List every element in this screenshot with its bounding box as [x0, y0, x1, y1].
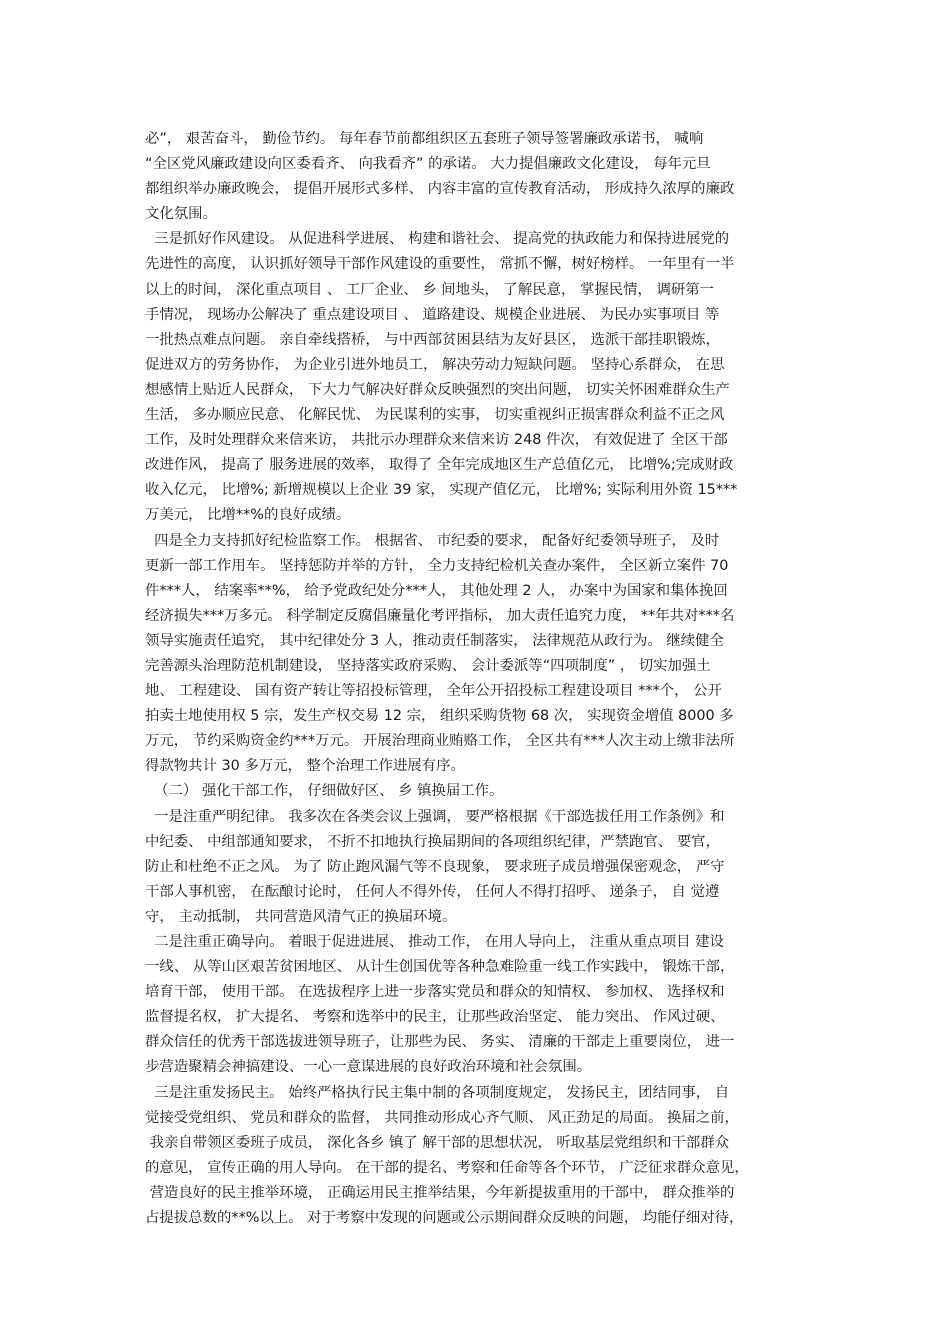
- paragraph-style-building: [145, 227, 845, 528]
- paragraph-discipline-inspection: [145, 529, 845, 780]
- text-line: 监督提名权， 扩大提名、 考察和选举中的民主，让那些政治坚定、 能力突出、 作风过硬、: [145, 1009, 725, 1026]
- paragraph-democracy: [145, 1081, 845, 1232]
- document-body: [145, 127, 845, 1231]
- paragraph-correct-orientation: [145, 930, 845, 1081]
- text-line: “全区党风廉政建设向区委看齐、 向我看齐” 的承诺。 大力提倡廉政文化建设， 每年元旦: [145, 156, 711, 173]
- paragraph-section-heading: [145, 779, 845, 804]
- text-line: 干部人事机密， 在酝酿讨论时， 任何人不得外传， 任何人不得打招呼、 递条子， 自 觉遵: [145, 883, 720, 900]
- text-line: 收入亿元， 比增%; 新增规模以上企业 39 家， 实现产值亿元， 比增%; 实际利用外资 15***: [145, 482, 738, 499]
- text-line: 一线、 从等山区艰苦贫困地区、 从计生创国优等各种急难险重一线工作实践中， 锻炼干部，: [145, 959, 735, 976]
- text-line: 一是注重严明纪律。 我多次在各类会议上强调， 要严格根据《干部选拔任用工作条例》和: [145, 808, 725, 825]
- text-line: 三是注重发扬民主。 始终严格执行民主集中制的各项制度规定， 发扬民主，团结同事， 自: [145, 1084, 730, 1101]
- text-line: 步营造聚精会神搞建设、一心一意谋进展的良好政治环境和社会氛围。: [145, 1059, 592, 1076]
- text-line: 想感情上贴近人民群众， 下大力气解决好群众反映强烈的突出问题， 切实关怀困难群众生产: [145, 381, 730, 398]
- paragraph-strict-discipline: [145, 805, 845, 930]
- text-line: 都组织举办廉政晚会， 提倡开展形式多样、 内容丰富的宣传教育活动， 形成持久浓厚的廉政: [145, 181, 735, 198]
- text-line: 改进作风， 提高了 服务进展的效率， 取得了 全年完成地区生产总值亿元， 比增%;完成财政: [145, 457, 734, 474]
- text-line: （二） 强化干部工作， 仔细做好区、 乡 镇换届工作。: [145, 783, 504, 800]
- text-line: 我亲自带领区委班子成员， 深化各乡 镇了 解干部的思想状况， 听取基层党组织和干部群众: [145, 1134, 730, 1151]
- text-line: 经济损失***万多元。 科学制定反腐倡廉量化考评指标， 加大责任追究力度， **年共对***名: [145, 607, 735, 624]
- text-line: 促进双方的劳务协作， 为企业引进外地员工， 解决劳动力短缺问题。 坚持心系群众， 在思: [145, 356, 725, 373]
- text-line: 三是抓好作风建设。 从促进科学进展、 构建和谐社会、 提高党的执政能力和保持进展党的: [145, 231, 730, 248]
- text-line: 地、 工程建设、 国有资产转让等招投标管理， 全年公开招投标工程建设项目 ***个， 公开: [145, 683, 722, 700]
- text-line: 防止和杜绝不正之风。 为了 防止跑风漏气等不良现象， 要求班子成员增强保密观念， 严守: [145, 858, 725, 875]
- text-line: 觉接受党组织、 党员和群众的监督， 共同推动形成心齐气顺、 风正劲足的局面。 换届之前，: [145, 1109, 739, 1126]
- text-line: 中纪委、 中组部通知要求， 不折不扣地执行换届期间的各项组织纪律，严禁跑官、 要官，: [145, 833, 720, 850]
- text-line: 手情况， 现场办公解决了 重点建设项目 、 道路建设、规模企业进展、 为民办实事项目 等: [145, 306, 720, 323]
- text-line: 万元， 节约采购资金约***万元。 开展治理商业贿赂工作， 全区共有***人次主动上缴非法所: [145, 733, 735, 750]
- text-line: 生活， 多办顺应民意、 化解民忧、 为民谋利的实事， 切实重视纠正损害群众利益不正之风: [145, 407, 725, 424]
- text-line: 更新一部工作用车。 坚持惩防并举的方针， 全力支持纪检机关查办案件， 全区新立案件 70: [145, 557, 729, 574]
- text-line: 守， 主动抵制， 共同营造风清气正的换届环境。: [145, 908, 457, 925]
- text-line: 必”， 艰苦奋斗， 勤俭节约。 每年春节前都组织区五套班子领导签署廉政承诺书， 喊响: [145, 131, 704, 147]
- text-line: 培育干部， 使用干部。 在选拔程序上进一步落实党员和群众的知情权、 参加权、 选择权和: [145, 984, 725, 1001]
- text-line: 营造良好的民主推举环境， 正确运用民主推举结果，今年新提拔重用的干部中， 群众推举的: [145, 1184, 735, 1201]
- text-line: 拍卖土地使用权 5 宗，发生产权交易 12 宗， 组织采购货物 68 次， 实现资金增值 8000 多: [145, 708, 734, 725]
- text-line: 文化氛围。: [145, 206, 217, 223]
- text-line: 件***人， 结案率**%， 给予党政纪处分***人， 其他处理 2 人， 办案中为国家和集体挽回: [145, 582, 728, 599]
- text-line: 工作，及时处理群众来信来访， 共批示办理群众来信来访 248 件次， 有效促进了 全区干部: [145, 432, 728, 449]
- text-line: 以上的时间， 深化重点项目 、 工厂企业、 乡 间地头， 了解民意， 掌握民情， 调研第一: [145, 281, 715, 298]
- text-line: 二是注重正确导向。 着眼于促进进展、 推动工作， 在用人导向上， 注重从重点项目 建设: [145, 934, 724, 950]
- text-line: 得款物共计 30 多万元， 整个治理工作进展有序。: [145, 758, 465, 775]
- text-line: 领导实施责任追究， 其中纪律处分 3 人，推动责任制落实， 法律规范从政行为。 继续健全: [145, 632, 724, 649]
- paragraph-continuation: [145, 127, 845, 227]
- text-line: 四是全力支持抓好纪检监察工作。 根据省、 市纪委的要求， 配备好纪委领导班子， 及时: [145, 532, 720, 549]
- text-line: 完善源头治理防范机制建设， 坚持落实政府采购、 会计委派等“四项制度” ， 切实加强土: [145, 657, 711, 674]
- text-line: 群众信任的优秀干部选拔进领导班子，让那些为民、 务实、 清廉的干部走上重要岗位， 进一: [145, 1034, 735, 1051]
- text-line: 占提拔总数的**%以上。 对于考察中发现的问题或公示期间群众反映的问题， 均能仔细对待，: [145, 1210, 744, 1227]
- text-line: 先进性的高度， 认识抓好领导干部作风建设的重要性， 常抓不懈，树好榜样。 一年里有一半: [145, 256, 735, 273]
- text-line: 万美元， 比增**%的良好成绩。: [145, 507, 351, 524]
- text-line: 的意见， 宣传正确的用人导向。 在干部的提名、考察和任命等各个环节， 广泛征求群众意见，: [145, 1159, 749, 1176]
- text-line: 一批热点难点问题。 亲自牵线搭桥， 与中西部贫困县结为友好县区， 选派干部挂职锻炼，: [145, 331, 720, 348]
